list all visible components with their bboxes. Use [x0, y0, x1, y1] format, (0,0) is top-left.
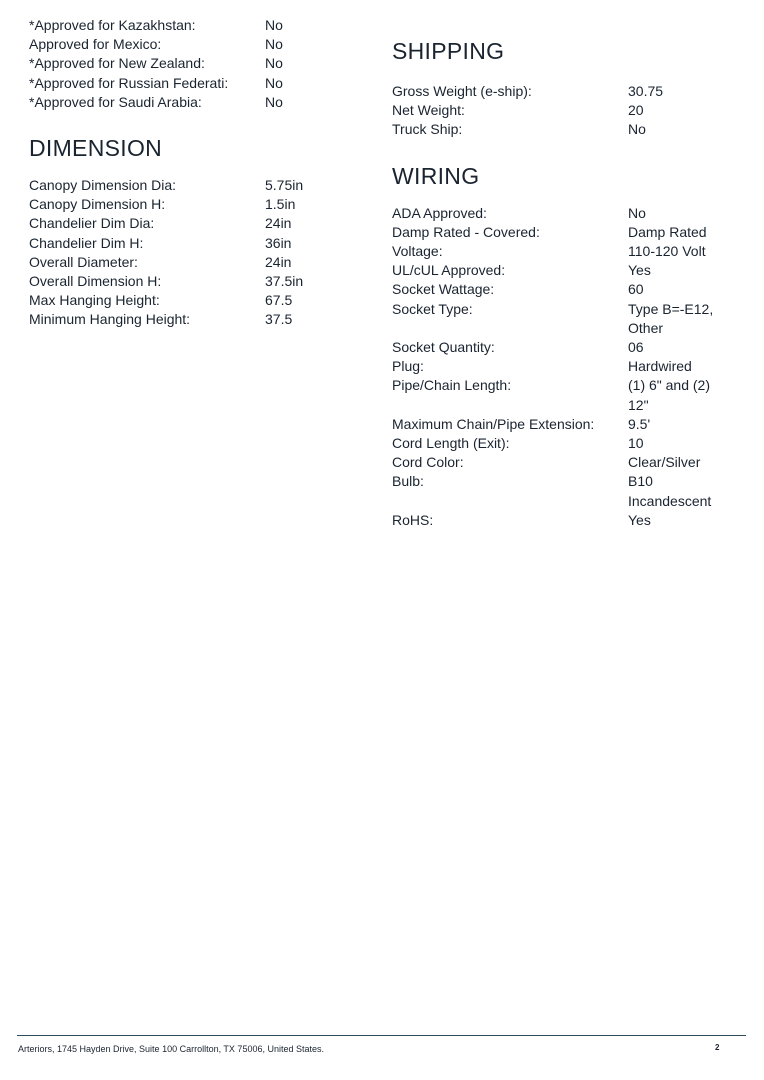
spec-value: 20 — [628, 102, 644, 119]
dimension-list — [29, 176, 359, 330]
spec-row — [29, 253, 359, 272]
spec-row — [29, 214, 359, 233]
spec-label: Bulb: — [392, 473, 424, 490]
spec-row — [392, 434, 752, 453]
spec-label: Canopy Dimension H: — [29, 196, 166, 213]
spec-label: Overall Diameter: — [29, 253, 138, 270]
spec-label: Minimum Hanging Height: — [29, 311, 191, 328]
spec-row — [392, 376, 752, 414]
spec-label: RoHS: — [392, 511, 434, 528]
spec-row — [392, 223, 752, 242]
spec-row — [392, 300, 752, 338]
spec-value: 5.75in — [265, 177, 304, 194]
spec-row — [29, 310, 359, 329]
spec-value: 9.5' — [628, 415, 651, 432]
approvals-list — [29, 16, 359, 112]
wiring-heading: WIRING — [392, 162, 480, 189]
spec-row — [29, 291, 359, 310]
spec-value: Hardwired — [628, 358, 692, 375]
spec-label: Damp Rated - Covered: — [392, 223, 540, 240]
spec-value: 24in — [265, 215, 292, 232]
spec-label: *Approved for New Zealand: — [29, 55, 205, 72]
spec-label: *Approved for Kazakhstan: — [29, 17, 196, 33]
spec-row — [392, 242, 752, 261]
spec-row — [29, 35, 359, 54]
spec-row — [392, 415, 752, 434]
spec-value: Type B=-E12, Other — [628, 300, 714, 336]
spec-value: Yes — [628, 511, 651, 528]
spec-row — [392, 101, 752, 120]
spec-value: 30.75 — [628, 83, 664, 99]
spec-value: Damp Rated — [628, 223, 707, 240]
spec-label: Pipe/Chain Length: — [392, 377, 512, 394]
spec-value: No — [265, 55, 283, 72]
spec-row — [29, 195, 359, 214]
spec-row — [392, 204, 752, 223]
spec-row — [392, 357, 752, 376]
wiring-list — [392, 204, 752, 530]
spec-row — [392, 280, 752, 299]
spec-label: Overall Dimension H: — [29, 273, 162, 290]
spec-label: Voltage: — [392, 243, 443, 260]
spec-label: *Approved for Russian Federati: — [29, 74, 229, 91]
spec-value: 37.5in — [265, 273, 304, 290]
spec-label: Approved for Mexico: — [29, 36, 162, 53]
spec-label: UL/cUL Approved: — [392, 262, 506, 279]
spec-label: Max Hanging Height: — [29, 292, 160, 309]
spec-label: Cord Color: — [392, 454, 464, 471]
spec-label: Plug: — [392, 358, 424, 375]
dimension-heading: DIMENSION — [29, 135, 163, 162]
spec-value: 110-120 Volt — [628, 243, 706, 260]
spec-value: No — [265, 74, 283, 91]
spec-row — [392, 472, 752, 510]
spec-row — [29, 54, 359, 73]
spec-value: (1) 6" and (2) 12" — [628, 377, 711, 413]
spec-row — [29, 16, 359, 35]
spec-value: 67.5 — [265, 292, 293, 309]
left-column — [29, 0, 359, 330]
footer-address: Arteriors, 1745 Hayden Drive, Suite 100 Carrollton, TX 75006, United States. — [18, 1044, 324, 1054]
spec-label: Chandelier Dim Dia: — [29, 215, 155, 232]
spec-value: No — [265, 36, 283, 53]
spec-value: Clear/Silver — [628, 454, 701, 471]
spec-row — [392, 511, 752, 530]
spec-value: B10 Incandescent — [628, 473, 712, 509]
spec-label: Chandelier Dim H: — [29, 234, 144, 251]
spec-row — [392, 82, 752, 101]
spec-value: 1.5in — [265, 196, 296, 213]
spec-value: No — [265, 93, 283, 110]
spec-label: Net Weight: — [392, 102, 465, 119]
spec-value: 36in — [265, 234, 292, 251]
spec-row — [29, 74, 359, 93]
spec-value: 60 — [628, 281, 644, 298]
spec-row — [29, 272, 359, 291]
spec-label: Canopy Dimension Dia: — [29, 177, 177, 194]
spec-label: Socket Quantity: — [392, 339, 495, 356]
spec-value: 37.5 — [265, 311, 293, 328]
spec-row — [29, 176, 359, 195]
shipping-heading: SHIPPING — [392, 38, 505, 64]
spec-label: Truck Ship: — [392, 121, 463, 138]
spec-row — [29, 234, 359, 253]
page-number: 2 — [715, 1043, 720, 1052]
spec-label: Socket Wattage: — [392, 281, 495, 298]
spec-row — [392, 120, 752, 139]
spec-label: Maximum Chain/Pipe Extension: — [392, 415, 595, 432]
spec-row — [392, 338, 752, 357]
spec-label: *Approved for Saudi Arabia: — [29, 93, 202, 110]
shipping-list — [392, 82, 752, 140]
spec-value: 06 — [628, 339, 644, 356]
footer-divider — [17, 1035, 746, 1036]
spec-value: No — [265, 17, 283, 33]
right-column — [392, 0, 752, 530]
spec-value: 10 — [628, 435, 644, 452]
spec-label: Gross Weight (e-ship): — [392, 83, 532, 99]
spec-label: ADA Approved: — [392, 204, 487, 221]
spec-row — [392, 453, 752, 472]
spec-value: No — [628, 121, 646, 138]
spec-label: Cord Length (Exit): — [392, 435, 510, 452]
spec-value: No — [628, 204, 646, 221]
spec-row — [29, 93, 359, 112]
spec-label: Socket Type: — [392, 300, 473, 317]
spec-value: 24in — [265, 253, 292, 270]
spec-value: Yes — [628, 262, 651, 279]
spec-row — [392, 261, 752, 280]
